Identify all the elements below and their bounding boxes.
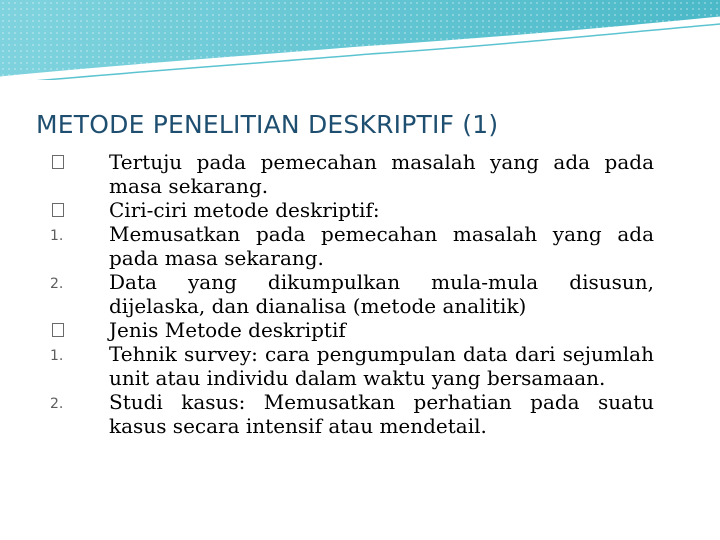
list-number: 2. bbox=[50, 276, 64, 292]
list-number: 2. bbox=[50, 396, 64, 412]
list-item bbox=[0, 150, 720, 198]
list-item bbox=[0, 270, 720, 318]
bullet-box-icon bbox=[52, 323, 64, 337]
list-item bbox=[0, 390, 720, 438]
list-item-text: Tehnik survey: cara pengumpulan data dari sejumlah unit atau individu dalam waktu yang bersamaan. bbox=[109, 342, 654, 390]
list-item-text: Studi kasus: Memusatkan perhatian pada suatu kasus secara intensif atau mendetail. bbox=[109, 390, 654, 438]
list-number: 1. bbox=[50, 228, 64, 244]
list-item bbox=[0, 318, 720, 342]
list-item-text: Jenis Metode deskriptif bbox=[109, 318, 346, 342]
slide-title: METODE PENELITIAN DESKRIPTIF (1) bbox=[36, 110, 499, 139]
bullet-box-icon bbox=[52, 203, 64, 217]
decorative-banner bbox=[0, 0, 720, 80]
list-item bbox=[0, 222, 720, 270]
list-item bbox=[0, 342, 720, 390]
list-number: 1. bbox=[50, 348, 64, 364]
list-item-text: Memusatkan pada pemecahan masalah yang ada pada masa sekarang. bbox=[109, 222, 654, 270]
list-item-text: Data yang dikumpulkan mula-mula disusun, dijelaska, dan dianalisa (metode analitik) bbox=[109, 270, 654, 318]
bullet-list bbox=[0, 150, 720, 438]
bullet-box-icon bbox=[52, 155, 64, 169]
list-item bbox=[0, 198, 720, 222]
list-item-text: Tertuju pada pemecahan masalah yang ada pada masa sekarang. bbox=[109, 150, 654, 198]
list-item-text: Ciri-ciri metode deskriptif: bbox=[109, 198, 380, 222]
